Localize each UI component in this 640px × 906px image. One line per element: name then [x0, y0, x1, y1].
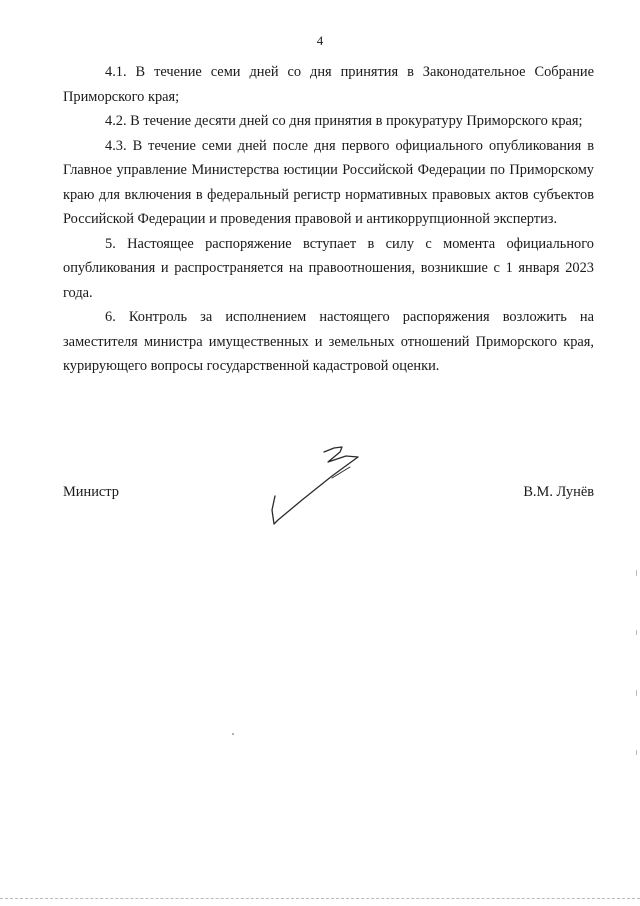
- paragraph-4-3: 4.3. В течение семи дней после дня первого официального опубликования в Главное управление Министерства юстиции Российской Федерации по Приморскому краю для включения в федеральный регистр нормативных правовых актов субъектов Российской Федерации и проведения правовой и антикоррупционной экспертиз.: [63, 137, 594, 227]
- scan-speck: [232, 733, 234, 735]
- paragraph-4-2: 4.2. В течение десяти дней со дня принятия в прокуратуру Приморского края;: [105, 113, 583, 129]
- document-body: [63, 60, 594, 379]
- paragraph-4-1: 4.1. В течение семи дней со дня принятия в Законодательное Собрание Приморского края;: [63, 64, 594, 105]
- paragraph-6: 6. Контроль за исполнением настоящего распоряжения возложить на заместителя министра имущественных и земельных отношений Приморского края, курирующего вопросы государственной кадастровой оценки.: [63, 309, 594, 374]
- page-number: 4: [316, 33, 324, 48]
- signer-position: Министр: [63, 484, 119, 500]
- handwritten-signature: [262, 440, 372, 535]
- paragraph-5: 5. Настоящее распоряжение вступает в силу с момента официального опубликования и распространяется на правоотношения, возникшие с 1 января 2023 года.: [63, 235, 594, 301]
- scan-bottom-edge: [0, 898, 640, 900]
- scan-edge-marks: [635, 570, 638, 770]
- signer-name: В.М. Лунёв: [523, 484, 594, 500]
